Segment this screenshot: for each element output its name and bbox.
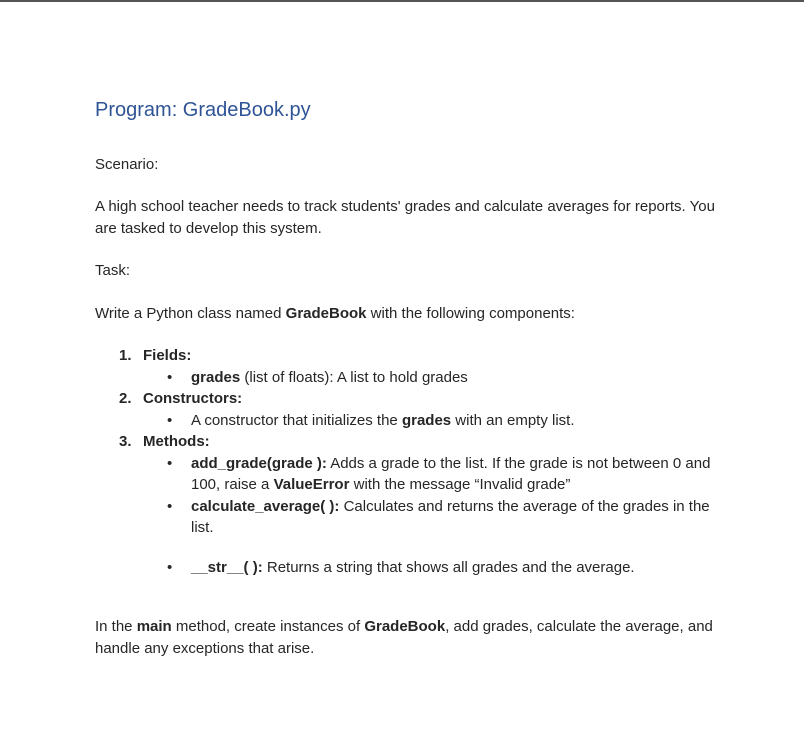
bullet-add-grade [95, 453, 721, 496]
bullet-icon: • [167, 497, 173, 515]
bullet-text: with an empty list. [451, 411, 575, 429]
task-intro-before: Write a Python class named [95, 305, 286, 322]
bullet-icon: • [167, 454, 173, 472]
spacer [95, 539, 725, 557]
closing-text: In the [95, 618, 137, 635]
list-item-methods [95, 431, 725, 453]
scenario-text: A high school teacher needs to track students' grades and calculate averages for reports. You are tasked to develop this system. [95, 198, 715, 237]
bullet-text: (list of floats): A list to hold grades [240, 368, 468, 386]
bullet-icon: • [167, 411, 173, 429]
list-item-constructors [95, 388, 725, 410]
bullet-str [95, 557, 721, 579]
closing-bold-class: GradeBook [364, 618, 446, 635]
bullet-constructor [95, 410, 721, 432]
page-title: Program: GradeBook.py [95, 99, 311, 121]
list-label: Constructors: [143, 390, 243, 407]
bullet-bold: calculate_average( ): [191, 497, 340, 515]
bullet-bold: __str__( ): [191, 558, 263, 576]
bullet-icon: • [167, 558, 173, 576]
task-label: Task: [95, 262, 131, 279]
bullet-text: Adds a grade to the list. If the grade is not between 0 and 100, raise a [191, 454, 711, 493]
bullet-bold: grades [401, 411, 452, 429]
bullet-bold: add_grade(grade ): [191, 454, 327, 472]
scenario-label: Scenario: [95, 156, 159, 173]
list-number: 2. [119, 390, 132, 407]
bullet-icon: • [167, 368, 173, 386]
task-intro [95, 303, 725, 325]
list-label: Fields: [143, 347, 192, 364]
closing-text: method, create instances of [171, 618, 365, 635]
bullet-text: Calculates and returns the average of the grades in the list. [191, 497, 710, 536]
list-label: Methods: [143, 433, 210, 450]
bullet-bold: grades [191, 368, 241, 386]
bullet-calculate-average [95, 496, 721, 539]
bullet-text-end: with the message “Invalid grade” [349, 476, 571, 493]
task-intro-after: with the following components: [366, 305, 575, 322]
components-list [95, 345, 725, 578]
list-number: 1. [119, 347, 132, 364]
bullet-pre: A constructor that initializes the [191, 411, 402, 429]
bullet-grades-field [95, 367, 721, 389]
bullet-text: Returns a string that shows all grades and the average. [262, 558, 635, 576]
bullet-bold-exception: ValueError [273, 476, 350, 493]
closing-bold-main: main [136, 618, 172, 635]
closing-paragraph [95, 616, 725, 660]
list-item-fields [95, 345, 725, 367]
closing-text: , add grades, calculate the average, and handle any exceptions that arise. [95, 618, 713, 657]
task-intro-class-name: GradeBook [285, 305, 367, 322]
list-number: 3. [119, 433, 132, 450]
